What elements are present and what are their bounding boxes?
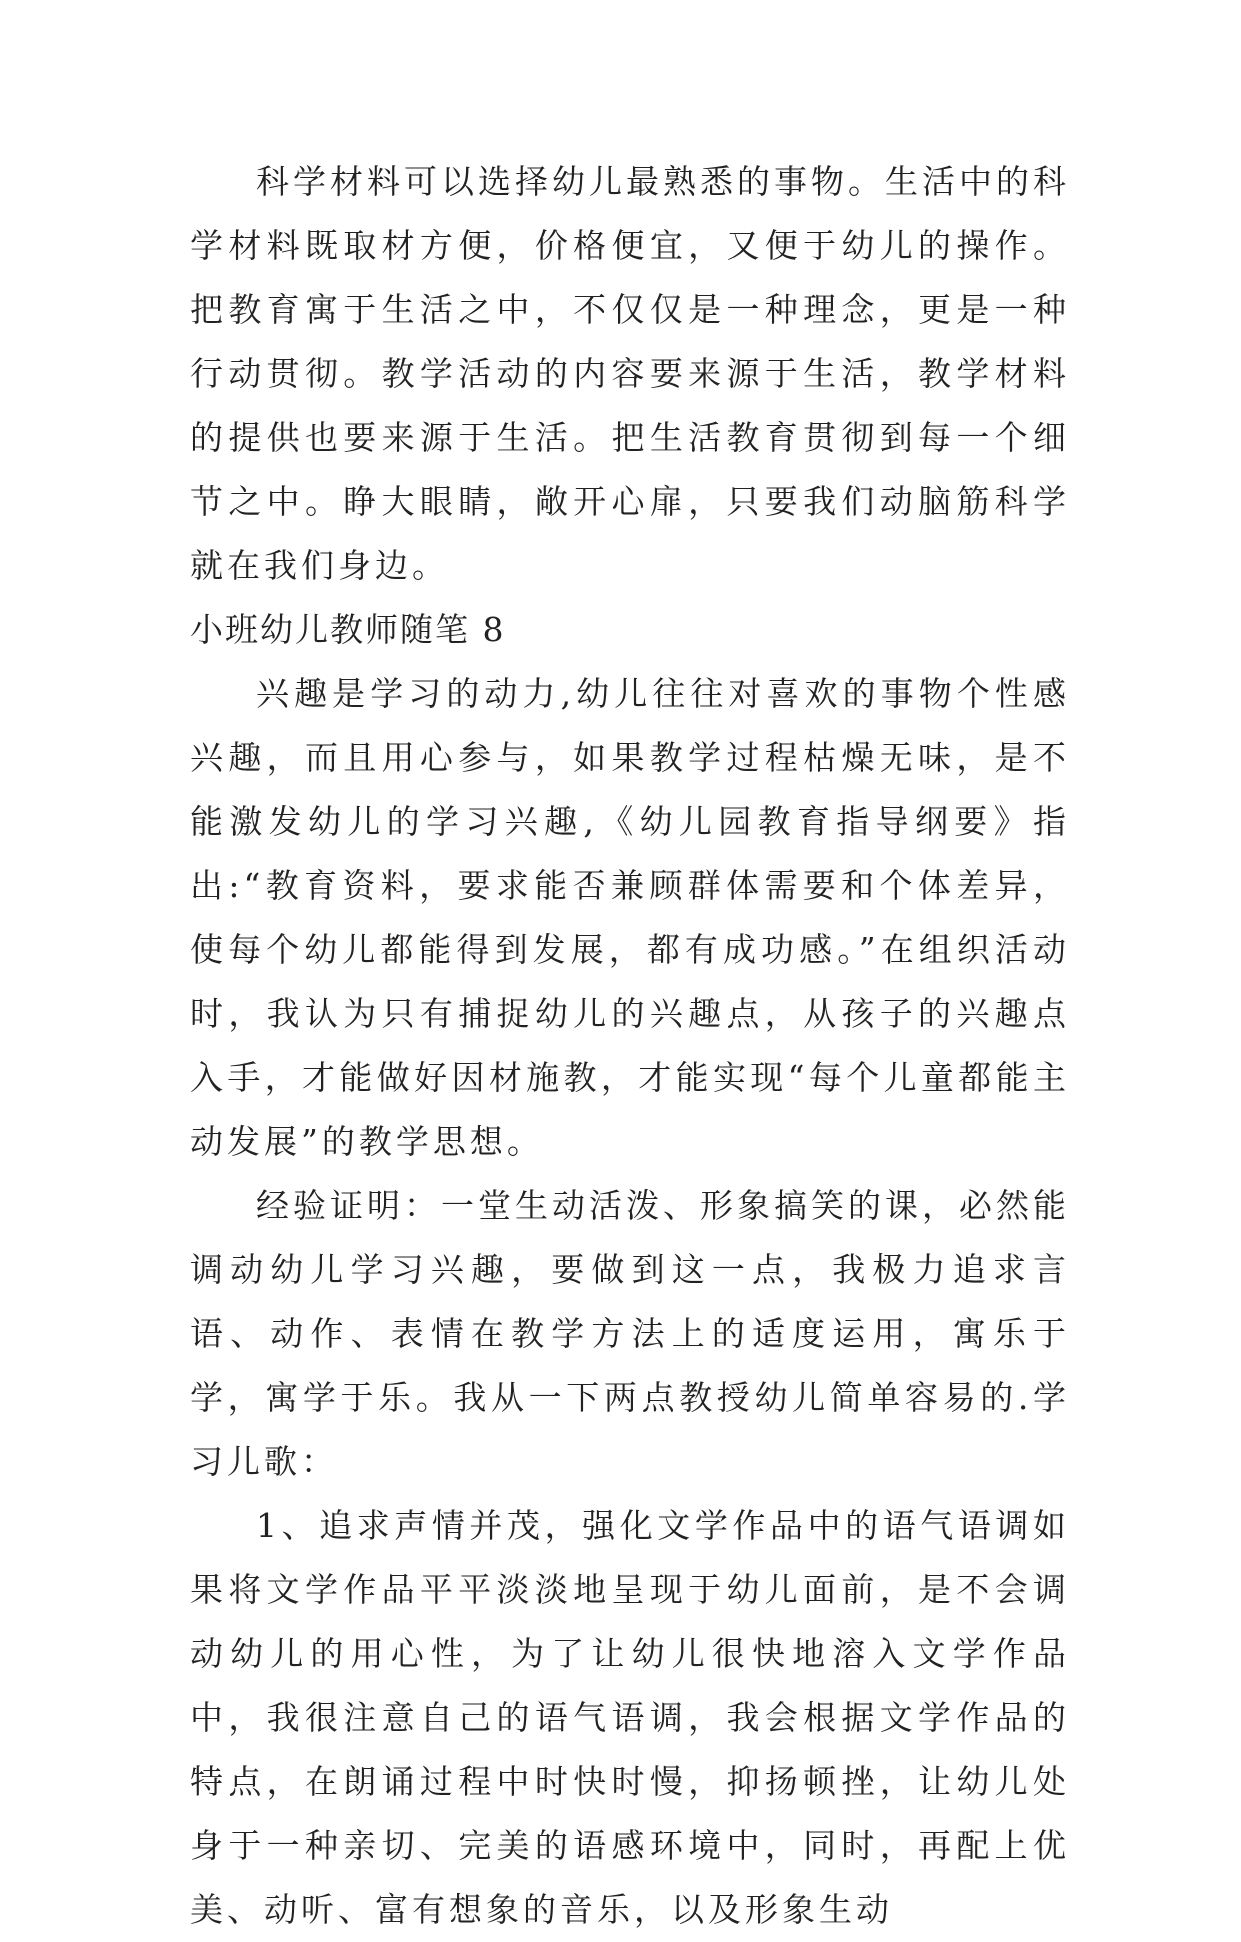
paragraph-science-materials: 科学材料可以选择幼儿最熟悉的事物。生活中的科学材料既取材方便，价格便宜，又便于幼儿的操作。把教育寓于生活之中，不仅仅是一种理念，更是一种行动贯彻。教学活动的内容要来源于生活，教学材料的提供也要来源于生活。把生活教育贯彻到每一个细节之中。睁大眼睛，敞开心扉，只要我们动脑筋科学就在我们身边。 [190, 162, 1070, 585]
paragraph-point-one: 1、追求声情并茂，强化文学作品中的语气语调如果将文学作品平平淡淡地呈现于幼儿面前，是不会调动幼儿的用心性，为了让幼儿很快地溶入文学作品中，我很注意自己的语气语调，我会根据文学作品的特点，在朗诵过程中时快时慢，抑扬顿挫，让幼儿处身于一种亲切、完美的语感环境中，同时，再配上优美、动听、富有想象的音乐，以及形象生动 [190, 1506, 1070, 1929]
paragraph-experience: 经验证明：一堂生动活泼、形象搞笑的课，必然能调动幼儿学习兴趣，要做到这一点，我极力追求言语、动作、表情在教学方法上的适度运用，寓乐于学，寓学于乐。我从一下两点教授幼儿简单容易的.学习儿歌： [190, 1186, 1070, 1481]
section-heading: 小班幼儿教师随笔 8 [190, 610, 506, 649]
document-page [190, 150, 1070, 1942]
paragraph-interest: 兴趣是学习的动力,幼儿往往对喜欢的事物个性感兴趣，而且用心参与，如果教学过程枯燥无味，是不能激发幼儿的学习兴趣,《幼儿园教育指导纲要》指出:“教育资料，要求能否兼顾群体需要和个体差异，使每个幼儿都能得到发展，都有成功感。”在组织活动时，我认为只有捕捉幼儿的兴趣点，从孩子的兴趣点入手，才能做好因材施教，才能实现“每个儿童都能主动发展”的教学思想。 [190, 674, 1070, 1161]
